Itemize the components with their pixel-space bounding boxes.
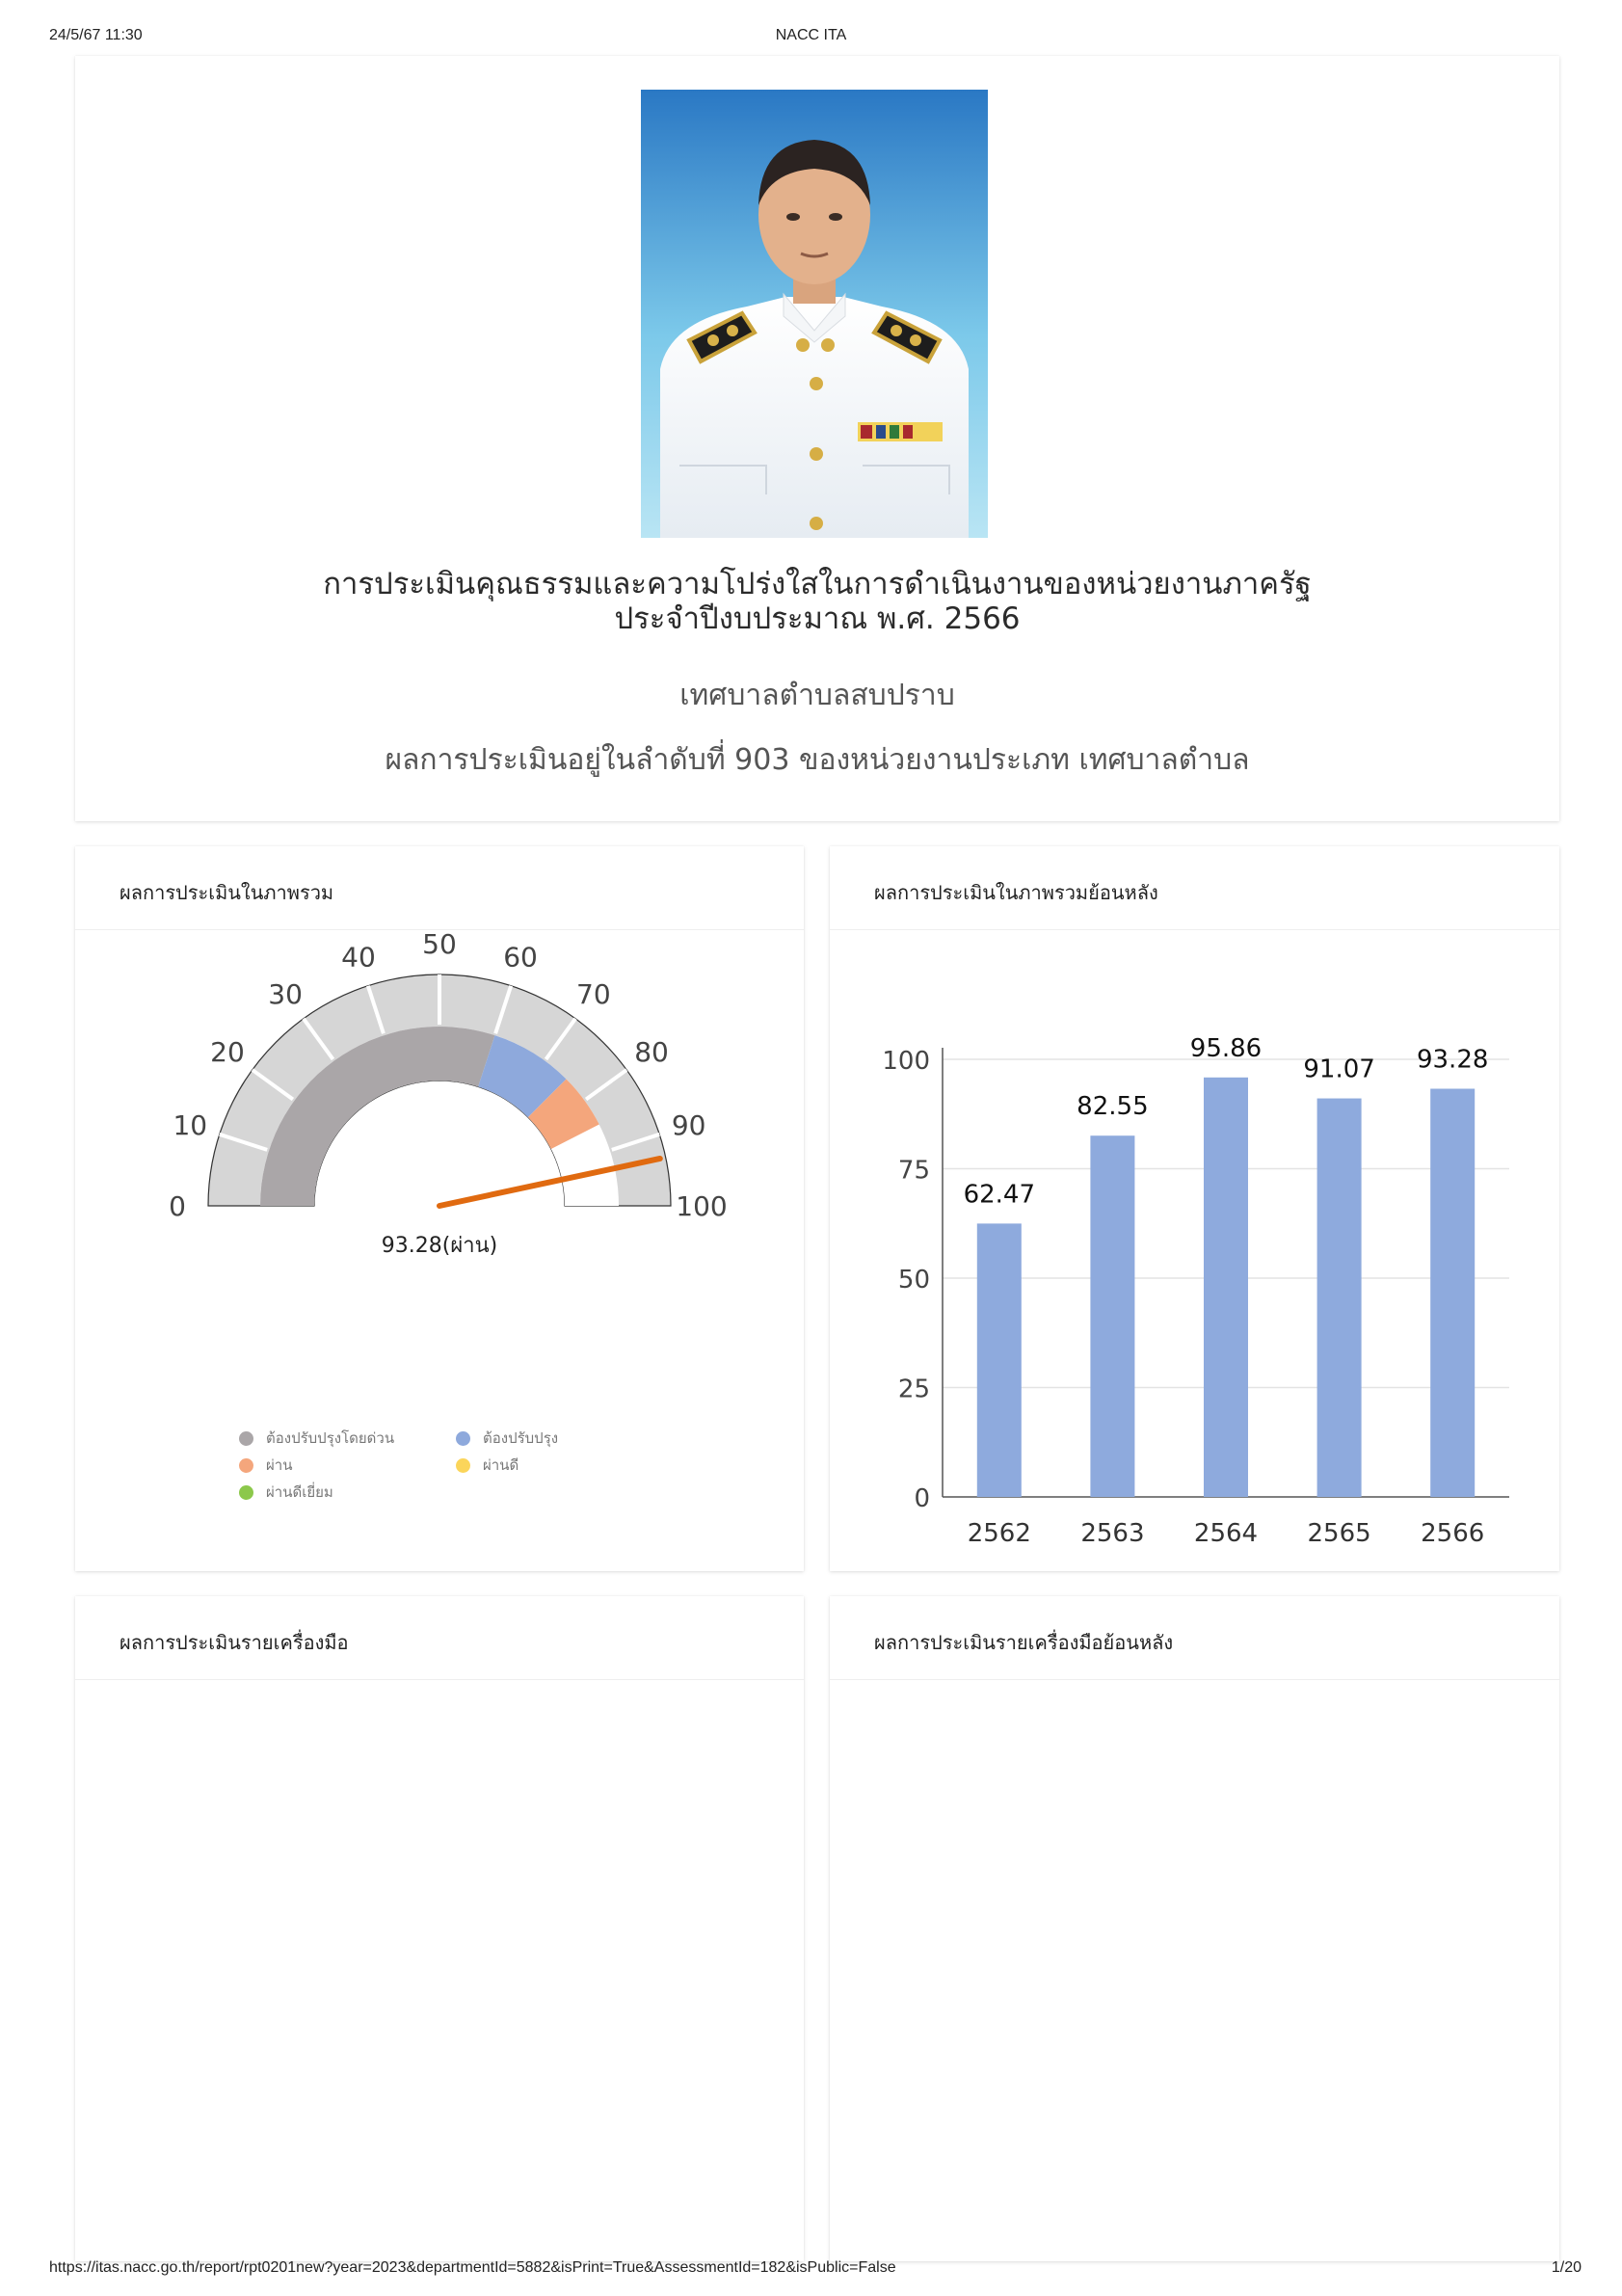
tools-panel <box>75 1596 804 2261</box>
chart-y-tick-label: 75 <box>897 1156 930 1186</box>
legend-label: ผ่านดีเยี่ยม <box>266 1483 333 1501</box>
chart-x-tick-label: 2562 <box>967 1519 1031 1548</box>
legend-dot-icon <box>456 1458 470 1473</box>
gauge-tick-label: 20 <box>210 1036 245 1069</box>
chart-data-label: 95.86 <box>1189 1033 1263 1063</box>
assessment-summary-card <box>75 56 1559 821</box>
legend-label: ต้องปรับปรุงโดยด่วน <box>266 1429 395 1447</box>
gauge-tick-label: 30 <box>268 977 303 1010</box>
chart-data-label: 82.55 <box>1077 1092 1149 1122</box>
chart-bar-2566 <box>1430 1089 1475 1497</box>
legend-dot-icon <box>239 1458 253 1473</box>
legend-dot-icon <box>239 1431 253 1446</box>
tools-panel-header <box>75 1596 804 1680</box>
chart-x-tick-label: 2566 <box>1421 1519 1485 1548</box>
legend-item-urgent <box>239 1427 394 1450</box>
history-panel-header <box>830 846 1559 930</box>
chart-data-label: 91.07 <box>1303 1055 1375 1084</box>
gauge-value-label: 93.28(ผ่าน) <box>381 1234 498 1258</box>
overall-panel-title: ผลการประเมินในภาพรวม <box>120 881 334 904</box>
gauge-tick-label: 80 <box>634 1036 669 1069</box>
legend-item-good <box>456 1454 519 1477</box>
official-portrait <box>641 90 988 538</box>
chart-bar-2563 <box>1090 1135 1134 1497</box>
organization-name: เทศบาลตำบลสบปราบ <box>679 679 955 712</box>
report-title <box>75 567 1559 636</box>
overall-panel <box>75 846 804 1571</box>
chart-data-label: 62.47 <box>963 1180 1036 1210</box>
legend-label: ต้องปรับปรุง <box>483 1429 559 1447</box>
chart-y-tick-label: 100 <box>882 1047 930 1076</box>
print-datetime: 24/5/67 11:30 <box>49 27 143 43</box>
chart-x-tick-label: 2563 <box>1080 1519 1145 1548</box>
gauge-tick-label: 90 <box>671 1108 706 1141</box>
chart-bar-2565 <box>1317 1099 1362 1497</box>
tools-history-panel-title: ผลการประเมินรายเครื่องมือย้อนหลัง <box>874 1631 1174 1654</box>
chart-y-tick-label: 50 <box>897 1266 930 1295</box>
print-footer <box>0 2259 1622 2281</box>
report-title-line1: การประเมินคุณธรรมและความโปร่งใสในการดำเนินงานของหน่วยงานภาครัฐ <box>323 567 1312 601</box>
history-panel <box>830 846 1559 1571</box>
ranking-text: ผลการประเมินอยู่ในลำดับที่ 903 ของหน่วยงานประเภท เทศบาลตำบล <box>385 743 1250 777</box>
print-header <box>0 27 1622 48</box>
chart-data-label: 93.28 <box>1416 1045 1489 1075</box>
legend-item-improve <box>456 1427 558 1450</box>
gauge-tick-label: 40 <box>341 941 376 974</box>
chart-bar-2562 <box>977 1223 1022 1497</box>
tools-panel-title: ผลการประเมินรายเครื่องมือ <box>120 1631 349 1654</box>
print-url: https://itas.nacc.go.th/report/rpt0201new?year=2023&departmentId=5882&isPrint=True&AssessmentId=182&isPublic=False <box>49 2259 896 2276</box>
gauge-tick-label: 50 <box>422 929 457 960</box>
portrait-image <box>641 90 988 538</box>
chart-bar-2564 <box>1204 1078 1248 1497</box>
tools-history-panel <box>830 1596 1559 2261</box>
legend-dot-icon <box>239 1485 253 1500</box>
legend-item-excellent <box>239 1481 333 1504</box>
legend-dot-icon <box>456 1431 470 1446</box>
history-panel-title: ผลการประเมินในภาพรวมย้อนหลัง <box>874 881 1158 904</box>
overall-panel-header <box>75 846 804 930</box>
chart-x-tick-label: 2564 <box>1193 1519 1259 1548</box>
gauge-legend <box>239 1427 721 1513</box>
chart-x-tick-label: 2565 <box>1307 1519 1371 1548</box>
history-bar-chart <box>830 929 1559 1571</box>
print-title: NACC ITA <box>775 27 847 43</box>
print-page-number: 1/20 <box>1551 2259 1582 2276</box>
legend-label: ผ่าน <box>266 1456 293 1474</box>
gauge-tick-label: 10 <box>173 1108 208 1141</box>
chart-y-tick-label: 25 <box>897 1375 930 1404</box>
legend-item-pass <box>239 1454 292 1477</box>
gauge-tick-label: 100 <box>676 1190 728 1222</box>
gauge-tick-label: 60 <box>503 941 538 974</box>
legend-label: ผ่านดี <box>483 1456 519 1474</box>
report-title-line2: ประจำปีงบประมาณ พ.ศ. 2566 <box>614 601 1021 636</box>
tools-history-panel-header <box>830 1596 1559 1680</box>
gauge-tick-label: 70 <box>576 977 611 1010</box>
gauge-tick-label: 0 <box>169 1190 186 1222</box>
chart-y-tick-label: 0 <box>914 1484 930 1513</box>
